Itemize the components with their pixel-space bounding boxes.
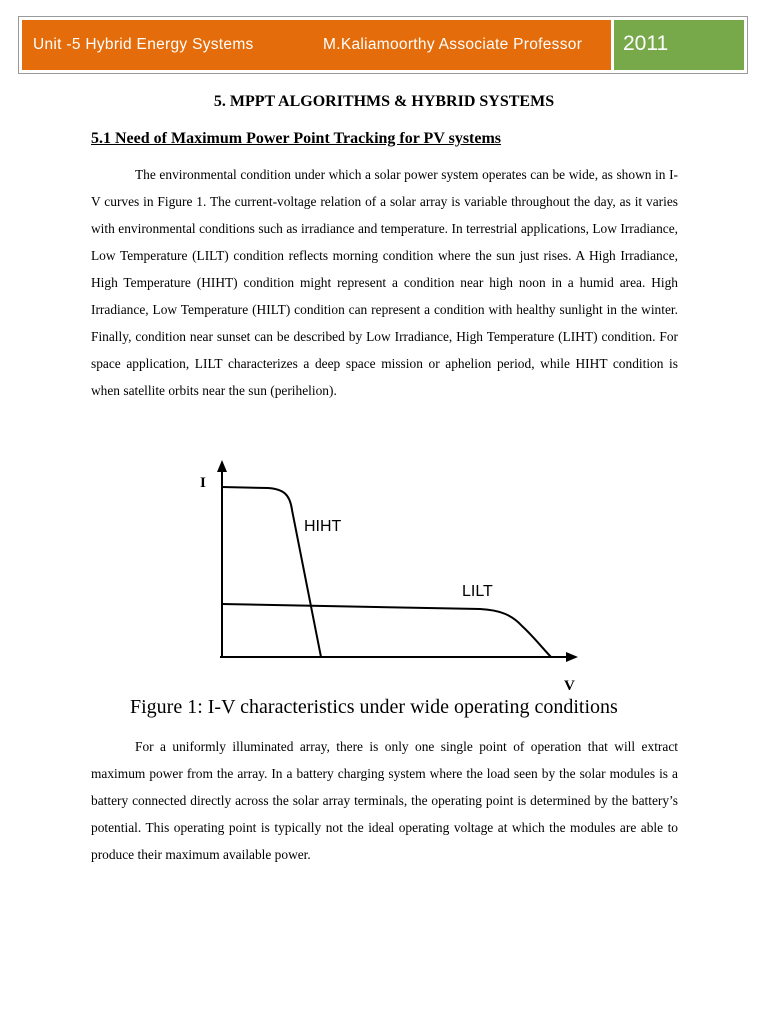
x-axis-label: V bbox=[564, 678, 575, 694]
hiht-curve bbox=[222, 487, 321, 657]
y-axis-label: I bbox=[200, 475, 206, 491]
figure-caption: Figure 1: I-V characteristics under wide operating conditions bbox=[130, 696, 618, 718]
header-unit-title: Unit -5 Hybrid Energy Systems bbox=[33, 36, 254, 53]
lilt-label: LILT bbox=[462, 583, 493, 600]
header-year: 2011 bbox=[623, 32, 669, 55]
paragraph-operating-point: For a uniformly illuminated array, there is only one single point of operation that will extract maximum power from the array. In a battery charging system where the load seen by the solar modules is a battery connected directly across the solar array terminals, the operating point is determined by the battery’s potential. This operating point is typically not the ideal operating voltage at which the modules are able to produce their maximum available power. bbox=[91, 739, 678, 862]
hiht-label: HIHT bbox=[304, 518, 342, 535]
y-axis-arrow bbox=[217, 460, 227, 472]
section-title: 5.1 Need of Maximum Power Point Tracking for PV systems bbox=[91, 130, 502, 147]
lilt-curve bbox=[222, 604, 551, 657]
header-author: M.Kaliamoorthy Associate Professor bbox=[323, 36, 583, 53]
page-title: 5. MPPT ALGORITHMS & HYBRID SYSTEMS bbox=[213, 93, 555, 110]
paragraph-intro: The environmental condition under which a solar power system operates can be wide, as shown in I-V curves in Figure 1. The current-voltage relation of a solar array is variable throughout the day, as it varies with environmental conditions such as irradiance and temperature. In terrestrial applications, Low Irradiance, Low Temperature (LILT) condition reflects morning condition where the sun just rises. A High Irradiance, High Temperature (HIHT) condition might represent a condition near high noon in a humid area. High Irradiance, Low Temperature (HILT) condition can represent a condition with healthy sunlight in the winter. Finally, condition near sunset can be described by Low Irradiance, High Temperature (LIHT) condition. For space application, LILT characterizes a deep space mission or aphelion period, while HIHT condition is when satellite orbits near the sun (perihelion). bbox=[91, 167, 678, 398]
x-axis-arrow bbox=[566, 652, 578, 662]
